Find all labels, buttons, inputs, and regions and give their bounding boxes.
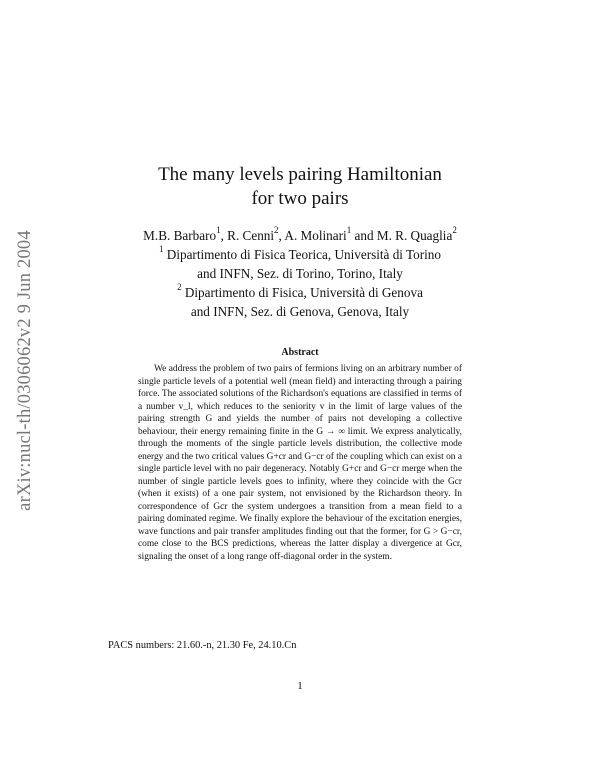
- abstract-heading: Abstract: [281, 347, 319, 358]
- affiliation-marker: 1: [346, 224, 352, 235]
- title-line-2: for two pairs: [251, 188, 349, 209]
- abstract-body: We address the problem of two pairs of fermions living on an arbitrary number of single particle levels of a potential well (mean field) and interacting through a pairing force. The associated solutions of the Richardson's equations are classified in terms of a number v_l, which reduces to the seniority v in the limit of large values of the pairing strength G and yields the number of pairs not developing a collective behaviour, their energy remaining finite in the G → ∞ limit. We express analytically, through the moments of the single particle levels distribution, the collective mode energy and the two critical values G+cr and G−cr of the coupling which can exist on a single particle level with no pair degeneracy. Notably G+cr and G−cr merge when the number of single particle levels goes to infinity, where they coincide with the Gcr (when it exists) of a one pair system, not envisioned by the Richardson theory. In correspondence of Gcr the system undergoes a transition from a mean field to a pairing dominated regime. We finally explore the behaviour of the excitation energies, wave functions and pair transfer amplitudes finding out that the former, for G > G−cr, come close to the BCS predictions, whereas the latter display a divergence at Gcr, signaling the onset of a long range off-diagonal order in the system.: [138, 364, 462, 562]
- affiliation-2-line-1: Dipartimento di Fisica, Università di Genova: [184, 285, 423, 300]
- author-separator: ,: [278, 228, 285, 243]
- title-line-1: The many levels pairing Hamiltonian: [158, 164, 442, 185]
- author-name: A. Molinari: [284, 228, 347, 243]
- arxiv-identifier: [8, 210, 42, 530]
- affiliation-marker: 2: [177, 281, 182, 292]
- author-list: [100, 226, 500, 245]
- affiliation-marker: 2: [452, 224, 457, 235]
- paper-title: [100, 163, 500, 211]
- pacs-numbers: PACS numbers: 21.60.-n, 21.30 Fe, 24.10.Cn: [108, 640, 297, 651]
- affiliation-2: [100, 283, 500, 302]
- affiliation-marker: 1: [216, 224, 221, 235]
- affiliation-1-line-1: Dipartimento di Fisica Teorica, Università di Torino: [166, 247, 441, 262]
- affiliation-marker: 1: [159, 243, 164, 254]
- affiliation-2-line-2: and INFN, Sez. di Genova, Genova, Italy: [190, 304, 410, 319]
- author-name: R. Cenni: [227, 228, 275, 243]
- author-name: M.B. Barbaro: [143, 228, 217, 243]
- author-name: M. R. Quaglia: [376, 228, 453, 243]
- page-number: 1: [297, 680, 303, 692]
- author-block: [100, 226, 500, 321]
- author-separator: ,: [220, 228, 228, 243]
- author-separator: and: [351, 228, 377, 243]
- affiliation-1: [100, 245, 500, 264]
- arxiv-identifier-text: arXiv:nucl-th/0306062v2 9 Jun 2004: [14, 229, 35, 511]
- affiliation-1-line-2: and INFN, Sez. di Torino, Torino, Italy: [197, 266, 403, 281]
- affiliation-marker: 2: [274, 224, 279, 235]
